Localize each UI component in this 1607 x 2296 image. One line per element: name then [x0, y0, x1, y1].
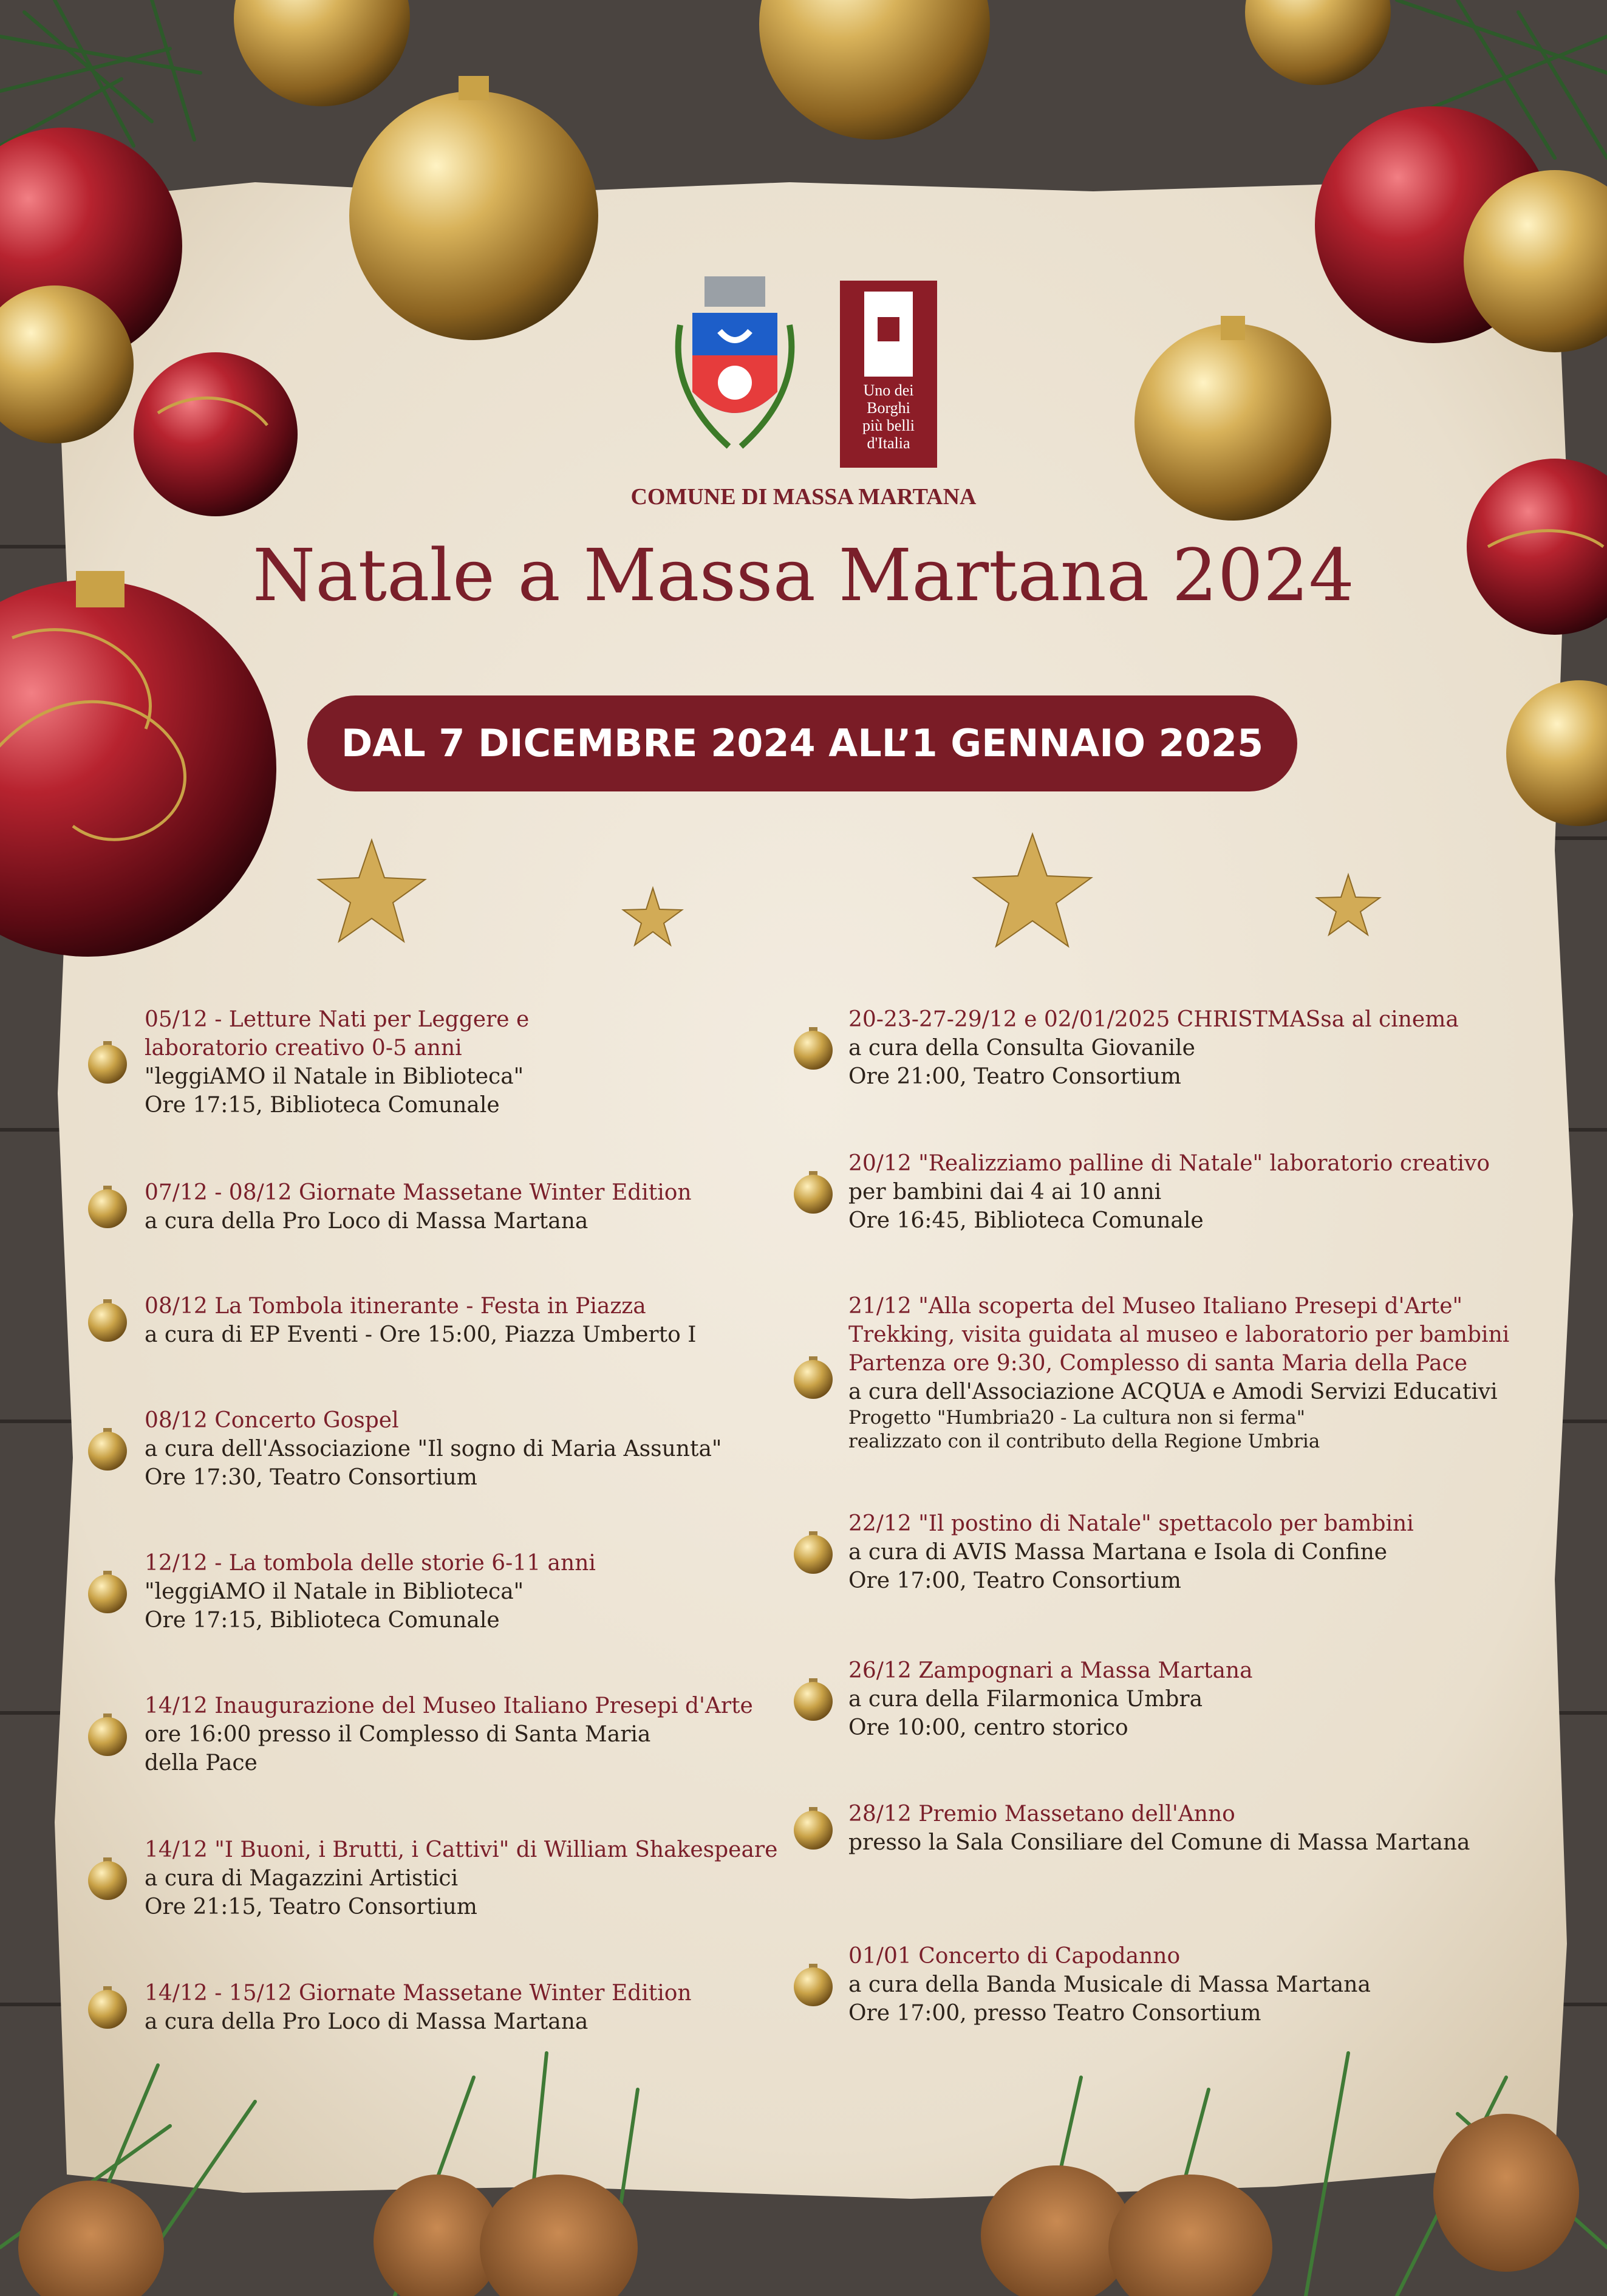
ornament-bullet-icon	[791, 1530, 836, 1575]
event-item	[848, 1656, 1253, 1742]
event-title: 01/01 Concerto di Capodanno	[848, 1944, 1181, 1969]
event-item	[145, 1836, 777, 1921]
event-item	[145, 1549, 596, 1635]
event-detail: presso la Sala Consiliare del Comune di Massa Martana	[848, 1830, 1470, 1855]
event-title: Partenza ore 9:30, Complesso di santa Maria della Pace	[848, 1351, 1468, 1376]
event-detail: Ore 21:15, Teatro Consortium	[145, 1895, 477, 1919]
event-item	[145, 1979, 692, 2036]
event-item	[145, 1178, 692, 1235]
event-item	[145, 1292, 696, 1349]
event-title: 20/12 "Realizziamo palline di Natale" laboratorio creativo	[848, 1151, 1490, 1176]
event-detail: Ore 16:45, Biblioteca Comunale	[848, 1208, 1204, 1233]
event-item	[848, 1292, 1509, 1454]
event-title: Trekking, visita guidata al museo e laboratorio per bambini	[848, 1322, 1510, 1347]
event-detail: a cura della Banda Musicale di Massa Martana	[848, 1972, 1371, 1997]
date-range-badge: DAL 7 DICEMBRE 2024 ALL’1 GENNAIO 2025	[307, 695, 1297, 791]
event-item	[145, 1692, 753, 1777]
event-item	[848, 1149, 1490, 1235]
event-title: 28/12 Premio Massetano dell'Anno	[848, 1802, 1235, 1826]
event-detail: per bambini dai 4 ai 10 anni	[848, 1180, 1162, 1204]
event-detail: Progetto "Humbria20 - La cultura non si ferma"	[848, 1407, 1305, 1429]
ornament-bullet-icon	[85, 1985, 130, 2030]
event-title: 14/12 - 15/12 Giornate Massetane Winter Edition	[145, 1981, 692, 2006]
ornament-bullet-icon	[791, 1355, 836, 1400]
ornament-bullet-icon	[85, 1570, 130, 1614]
borghi-line: Borghi	[867, 399, 910, 417]
event-title: 14/12 "I Buoni, i Brutti, i Cattivi" di William Shakespeare	[145, 1837, 778, 1862]
ornament-bullet-icon	[791, 1963, 836, 2007]
event-title: 07/12 - 08/12 Giornate Massetane Winter Edition	[145, 1180, 692, 1205]
ornament-bullet-icon	[85, 1856, 130, 1901]
coat-of-arms-logo	[656, 270, 814, 471]
event-detail: a cura della Consulta Giovanile	[848, 1036, 1195, 1061]
borghi-line: più belli	[862, 417, 915, 434]
event-item	[848, 1800, 1470, 1857]
event-detail: Ore 21:00, Teatro Consortium	[848, 1064, 1181, 1089]
event-item	[145, 1005, 529, 1119]
event-detail: a cura della Pro Loco di Massa Martana	[145, 2009, 589, 2034]
event-detail: a cura di Magazzini Artistici	[145, 1866, 459, 1891]
event-item	[145, 1406, 722, 1492]
event-detail: "leggiAMO il Natale in Biblioteca"	[145, 1579, 524, 1604]
ornament-bullet-icon	[791, 1170, 836, 1215]
event-detail: Ore 17:00, presso Teatro Consortium	[848, 2001, 1261, 2026]
event-title: laboratorio creativo 0-5 anni	[145, 1036, 462, 1061]
event-detail: "leggiAMO il Natale in Biblioteca"	[145, 1064, 524, 1089]
event-title: 22/12 "Il postino di Natale" spettacolo per bambini	[848, 1511, 1414, 1536]
event-detail: a cura della Pro Loco di Massa Martana	[145, 1209, 589, 1234]
borghi-line: Uno dei	[863, 381, 914, 399]
comune-name: COMUNE DI MASSA MARTANA	[630, 484, 977, 510]
page-title: Natale a Massa Martana 2024	[253, 533, 1354, 617]
event-detail: Ore 17:00, Teatro Consortium	[848, 1568, 1181, 1593]
ornament-bullet-icon	[791, 1026, 836, 1071]
event-item	[848, 1005, 1459, 1091]
event-item	[848, 1509, 1414, 1595]
event-item	[848, 1942, 1371, 2028]
event-detail: Ore 17:30, Teatro Consortium	[145, 1465, 477, 1490]
event-title: 20-23-27-29/12 e 02/01/2025 CHRISTMASsa al cinema	[848, 1007, 1459, 1032]
ornament-bullet-icon	[85, 1298, 130, 1343]
event-detail: Ore 10:00, centro storico	[848, 1715, 1128, 1740]
event-detail: realizzato con il contributo della Regione Umbria	[848, 1430, 1320, 1452]
event-title: 08/12 Concerto Gospel	[145, 1408, 399, 1433]
event-title: 05/12 - Letture Nati per Leggere e	[145, 1007, 530, 1032]
ornament-bullet-icon	[791, 1806, 836, 1851]
event-detail: a cura dell'Associazione ACQUA e Amodi Servizi Educativi	[848, 1379, 1498, 1404]
event-title: 21/12 "Alla scoperta del Museo Italiano Presepi d'Arte"	[848, 1294, 1463, 1319]
event-title: 26/12 Zampognari a Massa Martana	[848, 1658, 1253, 1683]
event-title: 08/12 La Tombola itinerante - Festa in Piazza	[145, 1294, 646, 1319]
borghi-logo-text	[840, 381, 937, 452]
event-detail: a cura dell'Associazione "Il sogno di Maria Assunta"	[145, 1437, 722, 1461]
event-detail: Ore 17:15, Biblioteca Comunale	[145, 1093, 500, 1118]
event-detail: a cura della Filarmonica Umbra	[848, 1687, 1203, 1712]
ornament-bullet-icon	[85, 1184, 130, 1229]
event-detail: a cura di EP Eventi - Ore 15:00, Piazza Umberto I	[145, 1322, 697, 1347]
event-detail: Ore 17:15, Biblioteca Comunale	[145, 1608, 500, 1633]
ornament-bullet-icon	[85, 1040, 130, 1085]
event-detail: a cura di AVIS Massa Martana e Isola di Confine	[848, 1540, 1388, 1565]
ornament-bullet-icon	[791, 1677, 836, 1722]
ornament-bullet-icon	[85, 1712, 130, 1757]
borghi-line: d'Italia	[867, 434, 910, 452]
ornament-bullet-icon	[85, 1427, 130, 1472]
event-title: 14/12 Inaugurazione del Museo Italiano Presepi d'Arte	[145, 1693, 753, 1718]
event-title: 12/12 - La tombola delle storie 6-11 anni	[145, 1551, 596, 1576]
event-detail: della Pace	[145, 1751, 258, 1775]
event-detail: ore 16:00 presso il Complesso di Santa Maria	[145, 1722, 651, 1747]
